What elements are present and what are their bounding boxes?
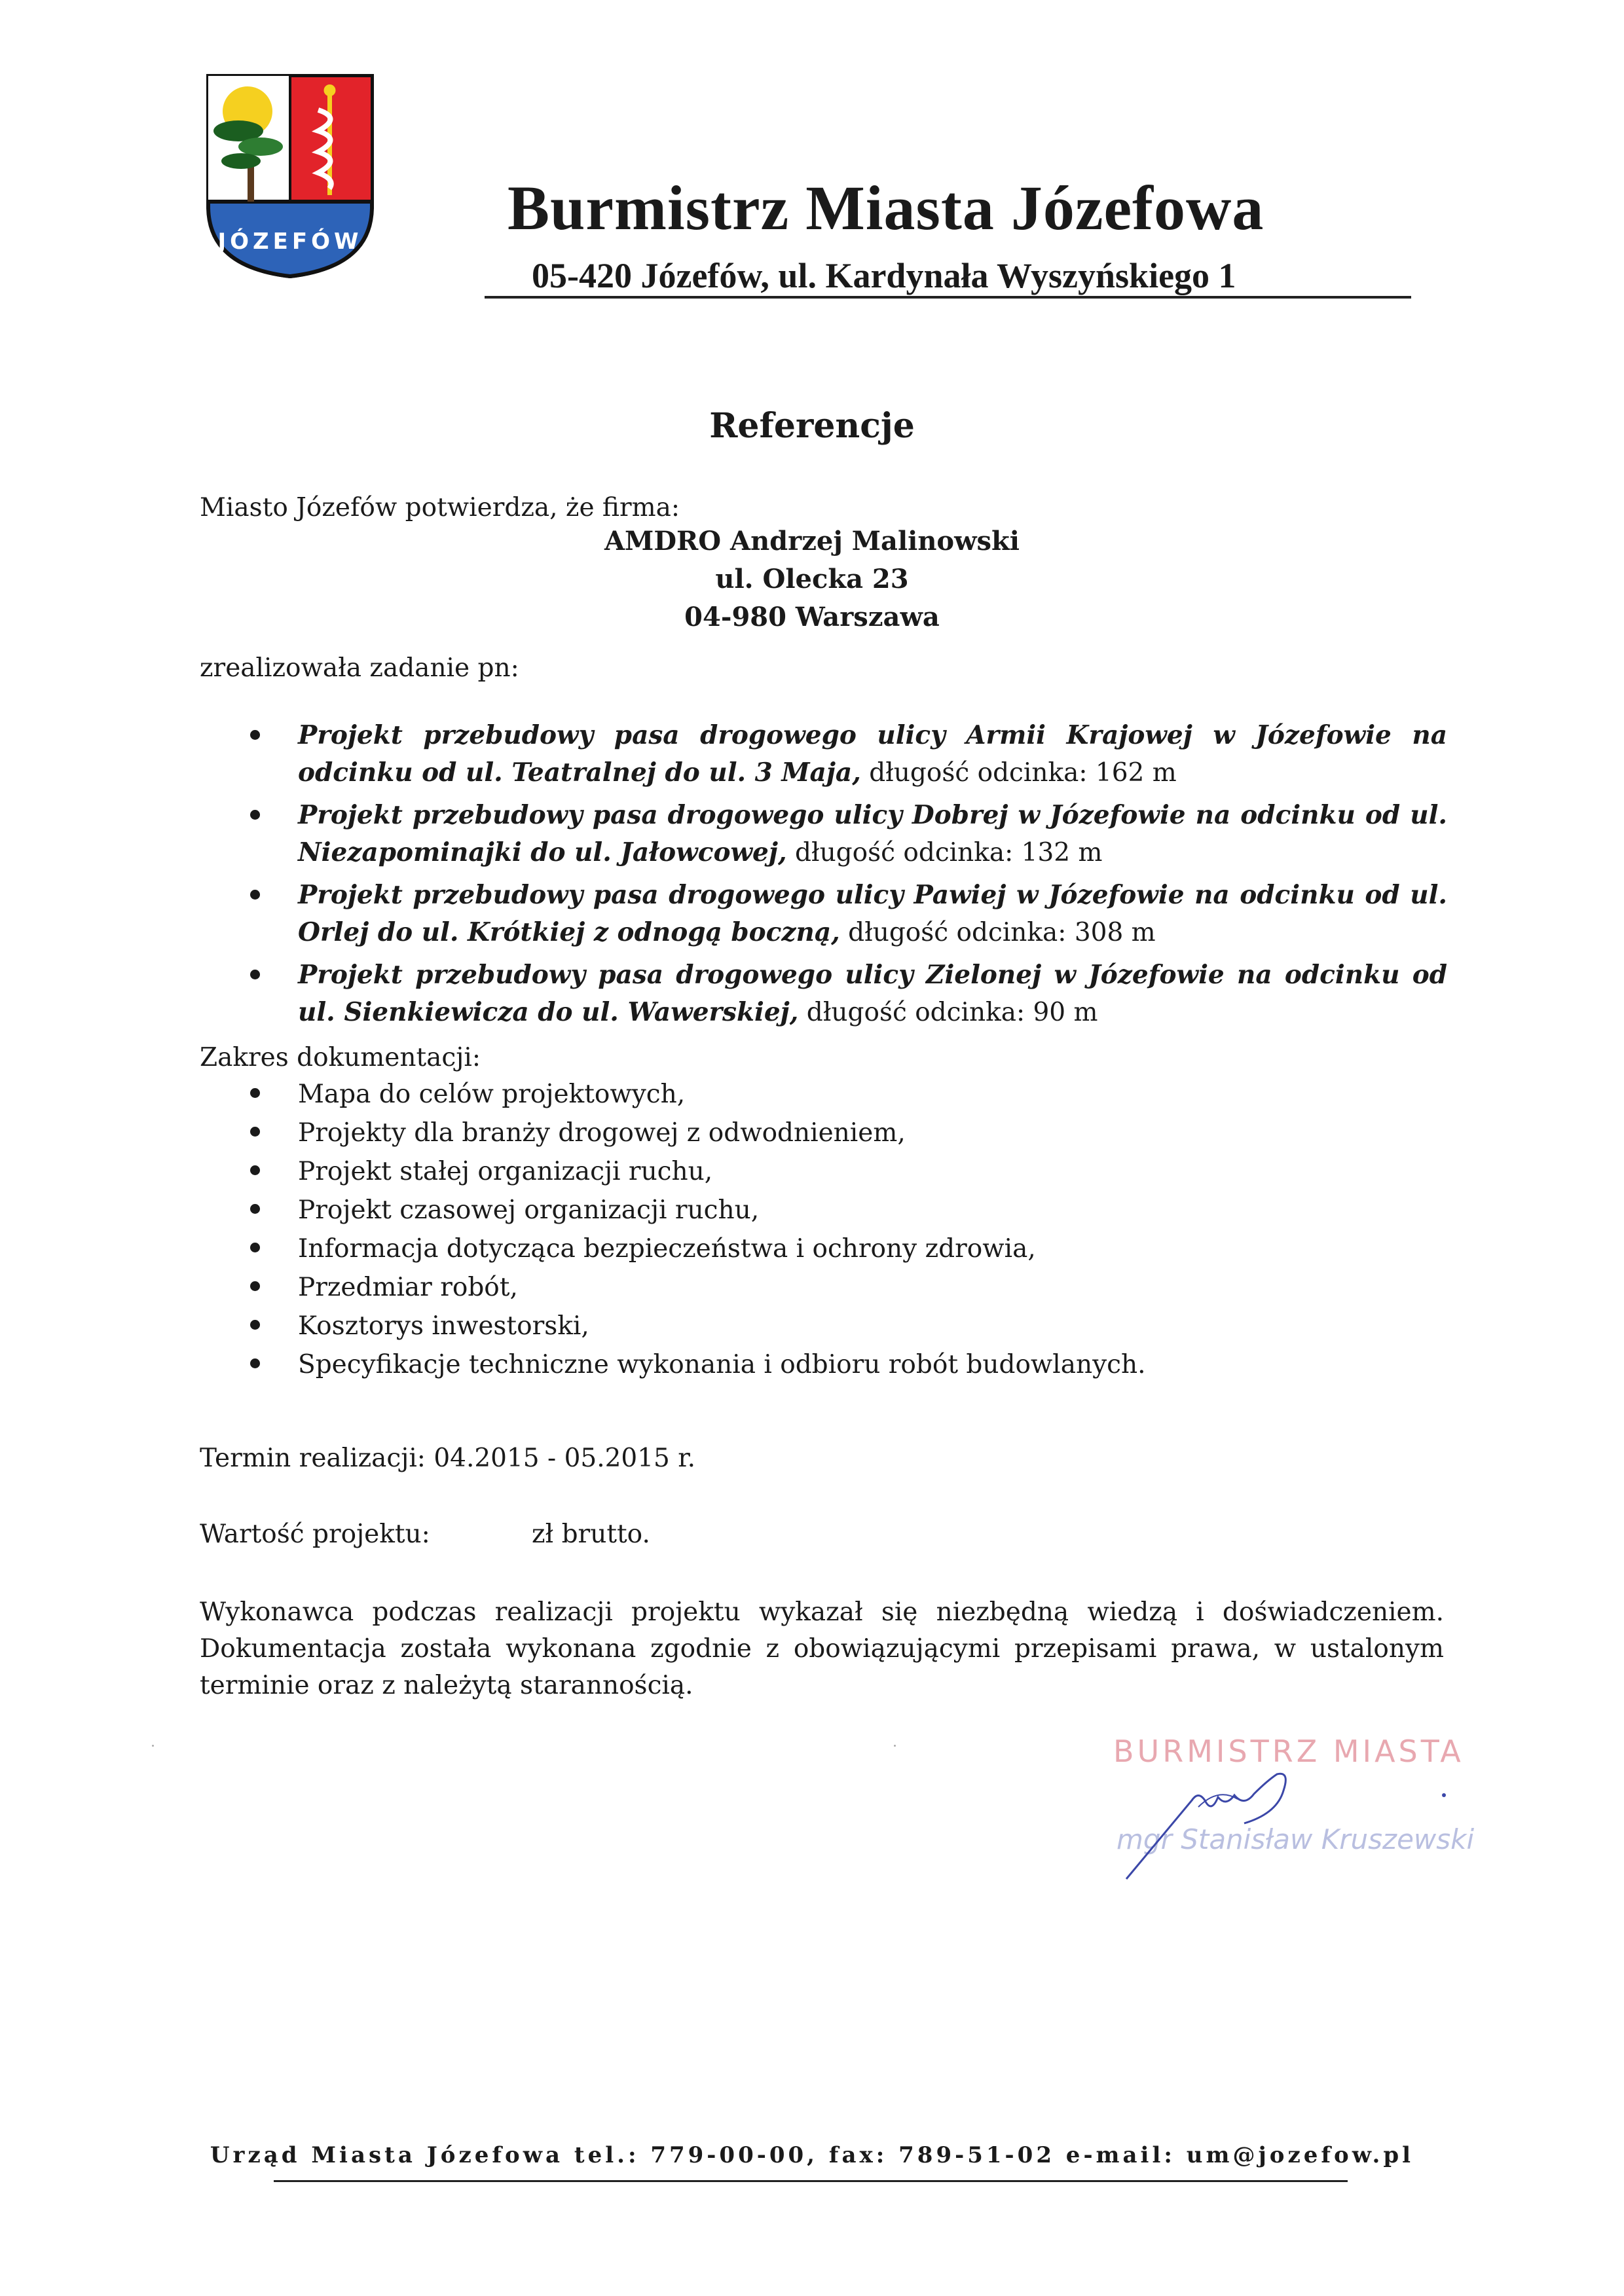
scope-item: Informacja dotycząca bezpieczeństwa i ochrony zdrowia, (298, 1234, 1036, 1264)
bullet-icon (250, 1320, 260, 1330)
scope-title: Zakres dokumentacji: (200, 1043, 481, 1072)
stamp-name: mgr Stanisław Kruszewski (1116, 1823, 1475, 1855)
company-street: ul. Olecka 23 (715, 564, 909, 594)
project-title: Projekt przebudowy pasa drogowego ulicy Armii Krajowej w Józefowie na odcinku od ul. Teatralnej do ul. 3 Maja, (298, 720, 1447, 788)
scope-item: Przedmiar robót, (298, 1273, 518, 1302)
list-item (236, 1268, 1146, 1307)
company-block (0, 522, 1624, 636)
bullet-icon (250, 1088, 260, 1098)
list-item (236, 797, 1447, 871)
intro-text: Miasto Józefów potwierdza, że firma: (200, 493, 680, 522)
value-unit: zł brutto. (532, 1520, 650, 1549)
scope-item: Mapa do celów projektowych, (298, 1080, 686, 1109)
project-title: Projekt przebudowy pasa drogowego ulicy Dobrej w Józefowie na odcinku od ul. Niezapominajki do ul. Jałowcowej, (298, 800, 1447, 867)
scope-item: Kosztorys inwestorski, (298, 1311, 589, 1341)
bullet-icon (250, 890, 260, 900)
list-item (236, 1307, 1146, 1345)
company-city: 04-980 Warszawa (684, 602, 940, 632)
completion-term: Termin realizacji: 04.2015 - 05.2015 r. (200, 1444, 696, 1473)
document-heading: Referencje (709, 406, 915, 446)
project-length: długość odcinka: 162 m (869, 758, 1177, 788)
bullet-icon (250, 1165, 260, 1175)
bullet-icon (250, 1127, 260, 1137)
project-length: długość odcinka: 132 m (794, 838, 1103, 867)
bullet-icon (250, 1358, 260, 1368)
bullet-icon (250, 1204, 260, 1214)
footer-contact: Urząd Miasta Józefowa tel.: 779-00-00, fax: 789-51-02 e-mail: um@jozefow.pl (210, 2142, 1414, 2168)
bullet-icon (250, 1281, 260, 1291)
scope-list (236, 1075, 1146, 1384)
scope-item: Projekt stałej organizacji ruchu, (298, 1157, 713, 1186)
list-item (236, 1230, 1146, 1268)
list-item (236, 1075, 1146, 1114)
closing-paragraph: Wykonawca podczas realizacji projektu wykazał się niezbędną wiedzą i doświadczeniem. Dokumentacja została wykonana zgodnie z obowiązującymi przepisami prawa, w ustalonym terminie oraz z należytą starannością. (200, 1597, 1444, 1700)
bullet-icon (250, 810, 260, 820)
list-item (236, 717, 1447, 792)
page-title: Burmistrz Miasta Józefowa (507, 173, 1264, 243)
bullet-icon (250, 970, 260, 979)
crest-lettering: JÓZEFÓW (217, 228, 363, 255)
list-item (236, 1114, 1146, 1152)
project-length: długość odcinka: 308 m (848, 918, 1156, 947)
list-item (236, 957, 1447, 1031)
list-item (236, 1191, 1146, 1230)
scope-item: Projekty dla branży drogowej z odwodnieniem, (298, 1118, 906, 1148)
project-length: długość odcinka: 90 m (806, 998, 1098, 1027)
bullet-icon (250, 1243, 260, 1252)
scan-speck (894, 1745, 896, 1747)
bullet-icon (250, 730, 260, 740)
list-item (236, 877, 1447, 951)
stamp-title: BURMISTRZ MIASTA (1113, 1734, 1464, 1769)
header-divider (485, 296, 1411, 299)
scope-item: Specyfikacje techniczne wykonania i odbioru robót budowlanych. (298, 1350, 1146, 1379)
coat-of-arms-logo (202, 71, 378, 282)
office-address: 05-420 Józefów, ul. Kardynała Wyszyńskiego 1 (532, 256, 1236, 295)
value-label: Wartość projektu: (200, 1520, 430, 1549)
company-name: AMDRO Andrzej Malinowski (604, 526, 1020, 556)
list-item (236, 1152, 1146, 1191)
task-intro: zrealizowała zadanie pn: (200, 653, 519, 683)
scan-speck (152, 1745, 154, 1747)
project-title: Projekt przebudowy pasa drogowego ulicy Pawiej w Józefowie na odcinku od ul. Orlej do ul. Krótkiej z odnogą boczną, (298, 880, 1447, 947)
list-item (236, 1345, 1146, 1384)
scope-item: Projekt czasowej organizacji ruchu, (298, 1195, 760, 1225)
project-list (236, 717, 1447, 1036)
project-title: Projekt przebudowy pasa drogowego ulicy Zielonej w Józefowie na odcinku od ul. Sienkiewicza do ul. Wawerskiej, (298, 960, 1447, 1027)
handwritten-signature (1113, 1761, 1480, 1886)
footer-divider (274, 2180, 1348, 2182)
